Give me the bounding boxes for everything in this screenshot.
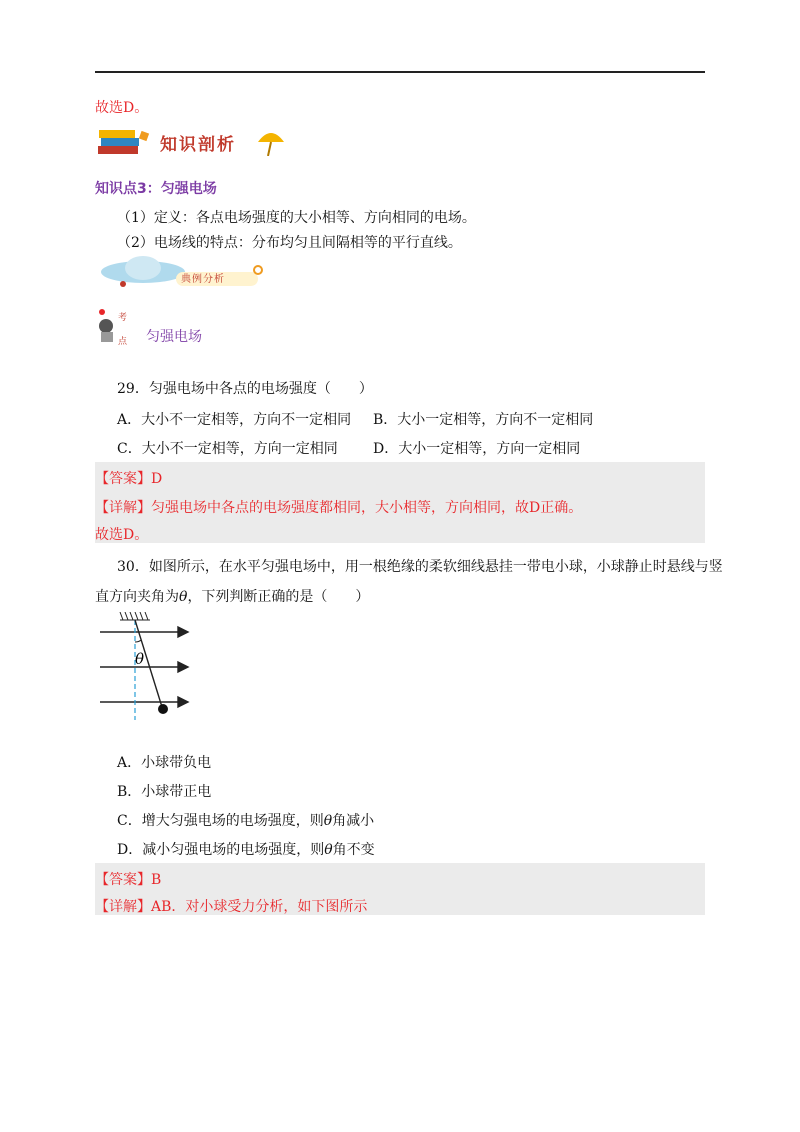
- kaodian-char-2: 点: [118, 337, 128, 347]
- top-result-text: 故选D。: [95, 100, 149, 116]
- banner-title: 知识剖析: [160, 135, 236, 155]
- q29-option-b: B．大小一定相等，方向不一定相同: [373, 412, 594, 428]
- q30-answer: 【答案】B: [95, 872, 162, 888]
- pendulum-field-diagram: [98, 612, 198, 722]
- umbrella-icon: [256, 128, 286, 156]
- q30-stem-line2: [95, 586, 369, 606]
- q30-option-c-part-a: C．增大匀强电场的电场强度，则: [117, 813, 324, 829]
- q30-stem-line1: 30．如图所示，在水平匀强电场中，用一根绝缘的柔软细线悬挂一带电小球，小球静止时悬线与竖: [117, 559, 723, 575]
- charged-ball: [158, 704, 168, 714]
- analysis-banner-title: 典例分析: [181, 274, 225, 285]
- knowledge-banner: [96, 126, 296, 158]
- knowledge-item-1: （1）定义：各点电场强度的大小相等、方向相同的电场。: [117, 210, 476, 226]
- books-icon: [96, 126, 156, 158]
- diagram-theta-label: θ: [135, 650, 145, 668]
- q29-detail: 【详解】匀强电场中各点的电场强度都相同，大小相等，方向相同，故D正确。: [95, 500, 583, 516]
- kaodian-badge: [96, 306, 146, 352]
- q30-option-d: [117, 839, 375, 859]
- q30-stem-part-b: ，下列判断正确的是（ ）: [187, 589, 370, 605]
- q30-option-c: [117, 810, 374, 830]
- ceiling-hatch: [120, 612, 150, 620]
- theta-symbol: θ: [323, 813, 333, 829]
- q29-option-c: C．大小不一定相等，方向一定相同: [117, 441, 338, 457]
- q29-conclusion: 故选D。: [95, 527, 149, 543]
- q30-option-d-part-b: 角不变: [332, 842, 375, 858]
- q29-option-a: A．大小不一定相等，方向不一定相同: [117, 412, 352, 428]
- kaodian-char-1: 考: [118, 313, 128, 323]
- knowledge-item-2: （2）电场线的特点：分布均匀且间隔相等的平行直线。: [117, 235, 462, 251]
- angle-arc: [135, 640, 141, 642]
- q29-option-d: D．大小一定相等，方向一定相同: [373, 441, 581, 457]
- theta-symbol: θ: [324, 842, 333, 858]
- q29-stem: 29．匀强电场中各点的电场强度（ ）: [117, 381, 373, 397]
- q30-option-d-part-a: D．减小匀强电场的电场强度，则: [117, 842, 325, 858]
- theta-symbol: θ: [179, 589, 188, 605]
- q30-detail: 【详解】AB．对小球受力分析，如下图所示: [95, 899, 368, 915]
- q30-option-c-part-b: 角减小: [332, 813, 375, 829]
- q30-option-a: A．小球带负电: [117, 755, 212, 771]
- knowledge-heading: 知识点3：匀强电场: [95, 181, 217, 197]
- q30-stem-part-a: 直方向夹角为: [95, 589, 179, 605]
- kaodian-label: 匀强电场: [146, 329, 202, 345]
- q30-option-b: B．小球带正电: [117, 784, 212, 800]
- q29-answer: 【答案】D: [95, 471, 163, 487]
- header-rule: [95, 71, 705, 73]
- analysis-banner: [98, 250, 268, 298]
